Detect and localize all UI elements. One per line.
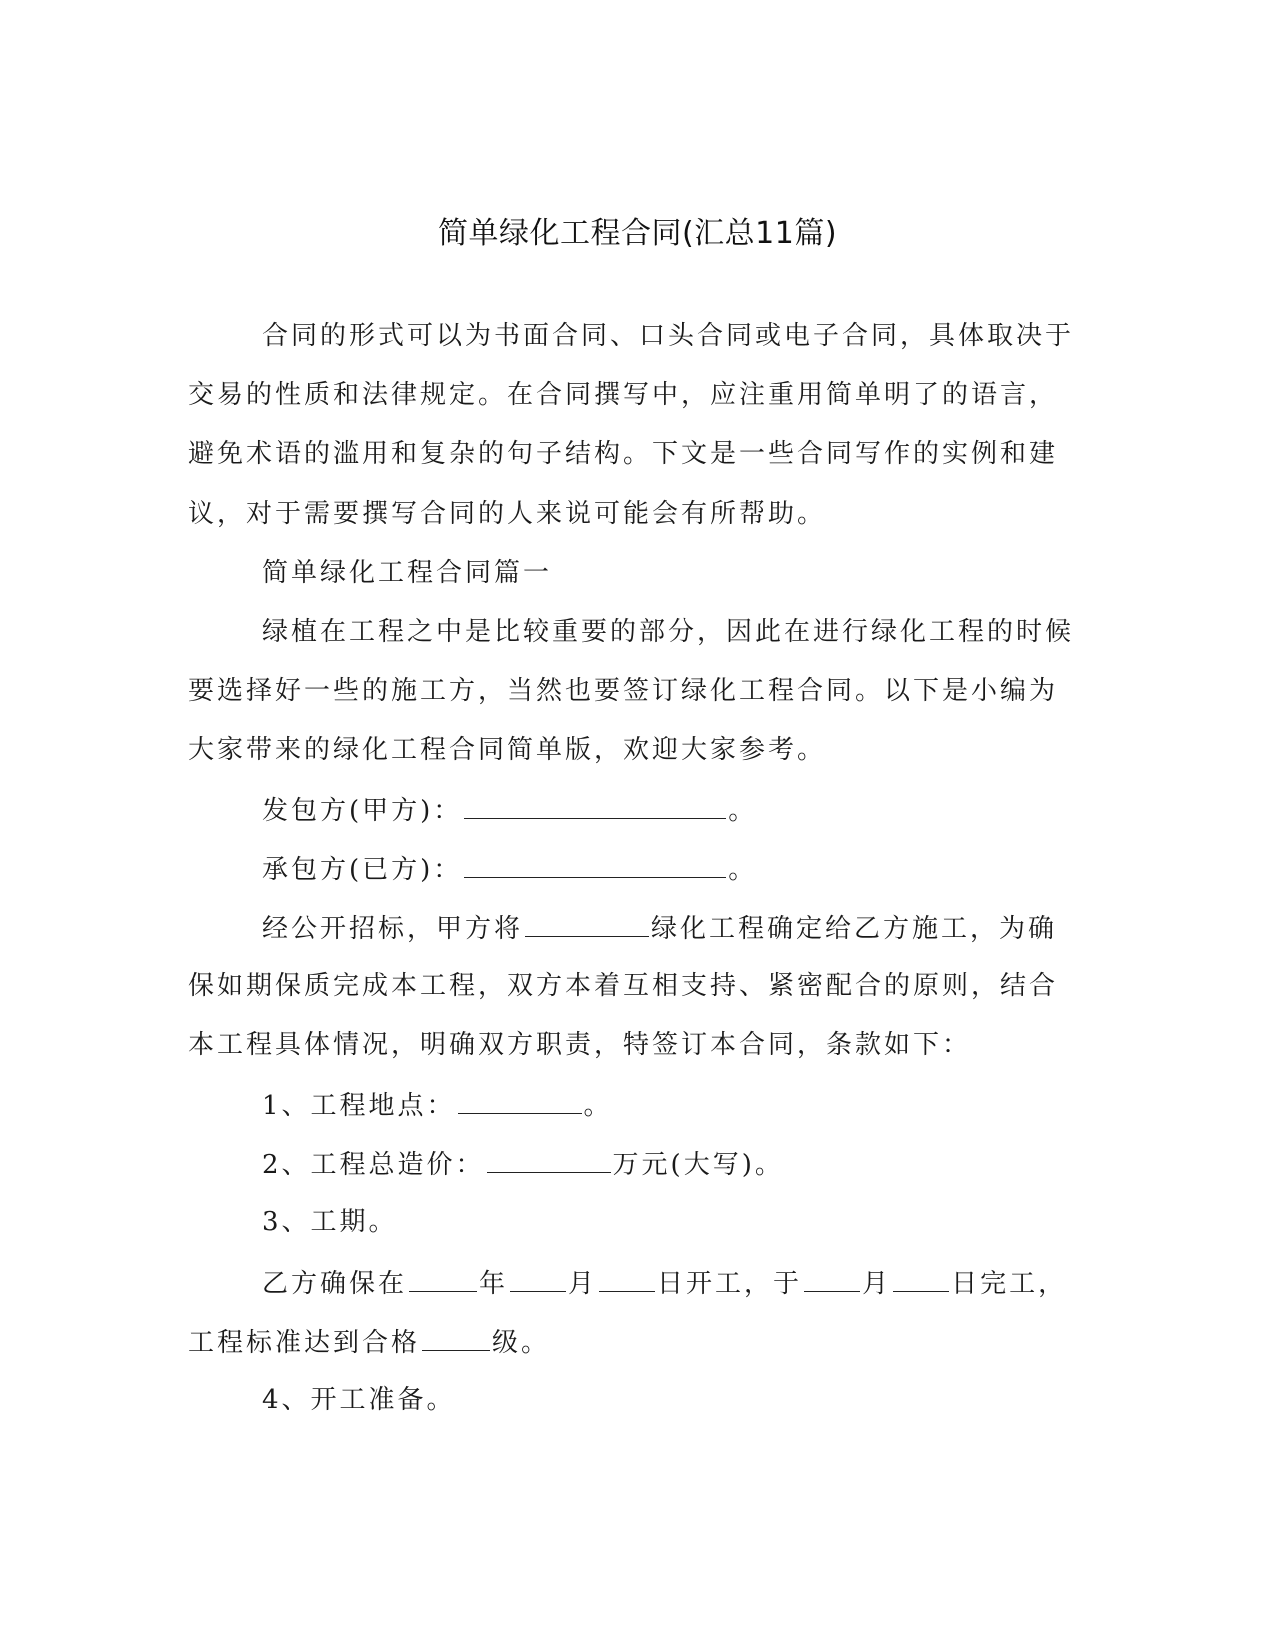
preamble-text-a: 经公开招标，甲方将 bbox=[262, 914, 524, 944]
section-intro-line-2: 要选择好一些的施工方，当然也要签订绿化工程合同。以下是小编为 bbox=[188, 676, 1059, 706]
party-a-blank[interactable] bbox=[464, 792, 726, 819]
party-a-line bbox=[262, 792, 757, 828]
start-year-blank[interactable] bbox=[409, 1265, 477, 1292]
party-a-end: 。 bbox=[728, 796, 758, 826]
intro-line-2: 交易的性质和法律规定。在合同撰写中，应注重用简单明了的语言， bbox=[188, 380, 1059, 410]
preamble-line-3: 本工程具体情况，明确双方职责，特签订本合同，条款如下： bbox=[188, 1030, 972, 1060]
section-heading: 简单绿化工程合同篇一 bbox=[262, 558, 553, 588]
party-b-blank[interactable] bbox=[464, 851, 726, 878]
schedule-finish: 日完工， bbox=[951, 1269, 1068, 1299]
finish-day-blank[interactable] bbox=[893, 1265, 949, 1292]
party-b-label: 承包方(已方)： bbox=[262, 855, 463, 885]
clause-4-line: 4、开工准备。 bbox=[262, 1385, 456, 1415]
party-a-label: 发包方(甲方)： bbox=[262, 796, 463, 826]
schedule-month-1: 月 bbox=[568, 1269, 598, 1299]
section-intro-line-1: 绿植在工程之中是比较重要的部分，因此在进行绿化工程的时候 bbox=[262, 617, 1075, 647]
schedule-line-1 bbox=[262, 1265, 1067, 1301]
intro-line-1: 合同的形式可以为书面合同、口头合同或电子合同，具体取决于 bbox=[262, 321, 1075, 351]
preamble-line-1 bbox=[262, 910, 1057, 946]
start-month-blank[interactable] bbox=[510, 1265, 566, 1292]
location-blank[interactable] bbox=[458, 1087, 582, 1114]
schedule-start: 日开工，于 bbox=[657, 1269, 803, 1299]
preamble-line-2: 保如期保质完成本工程，双方本着互相支持、紧密配合的原则，结合 bbox=[188, 971, 1059, 1001]
schedule-month-2: 月 bbox=[862, 1269, 892, 1299]
clause-3-line: 3、工期。 bbox=[262, 1207, 398, 1237]
section-intro-line-3: 大家带来的绿化工程合同简单版，欢迎大家参考。 bbox=[188, 735, 827, 765]
intro-line-3: 避免术语的滥用和复杂的句子结构。下文是一些合同写作的实例和建 bbox=[188, 439, 1059, 469]
clause-2-label: 2、工程总造价： bbox=[262, 1150, 485, 1180]
party-b-line bbox=[262, 851, 757, 887]
project-name-blank[interactable] bbox=[525, 910, 649, 937]
clause-1-end: 。 bbox=[583, 1091, 613, 1121]
document-title: 简单绿化工程合同(汇总11篇) bbox=[437, 216, 838, 251]
start-day-blank[interactable] bbox=[599, 1265, 655, 1292]
clause-2-end: 万元(大写)。 bbox=[612, 1150, 784, 1180]
finish-month-blank[interactable] bbox=[804, 1265, 860, 1292]
total-cost-blank[interactable] bbox=[487, 1146, 611, 1173]
schedule-year: 年 bbox=[479, 1269, 509, 1299]
clause-1-line bbox=[262, 1087, 613, 1123]
schedule-line-2 bbox=[188, 1324, 550, 1360]
party-b-end: 。 bbox=[728, 855, 758, 885]
schedule-standard-end: 级。 bbox=[492, 1328, 551, 1358]
schedule-text-a: 乙方确保在 bbox=[262, 1269, 408, 1299]
intro-line-4: 议，对于需要撰写合同的人来说可能会有所帮助。 bbox=[188, 499, 827, 529]
clause-1-label: 1、工程地点： bbox=[262, 1091, 456, 1121]
clause-2-line bbox=[262, 1146, 784, 1182]
preamble-text-b: 绿化工程确定给乙方施工，为确 bbox=[651, 914, 1058, 944]
schedule-standard-text: 工程标准达到合格 bbox=[188, 1328, 421, 1358]
grade-blank[interactable] bbox=[422, 1324, 490, 1351]
